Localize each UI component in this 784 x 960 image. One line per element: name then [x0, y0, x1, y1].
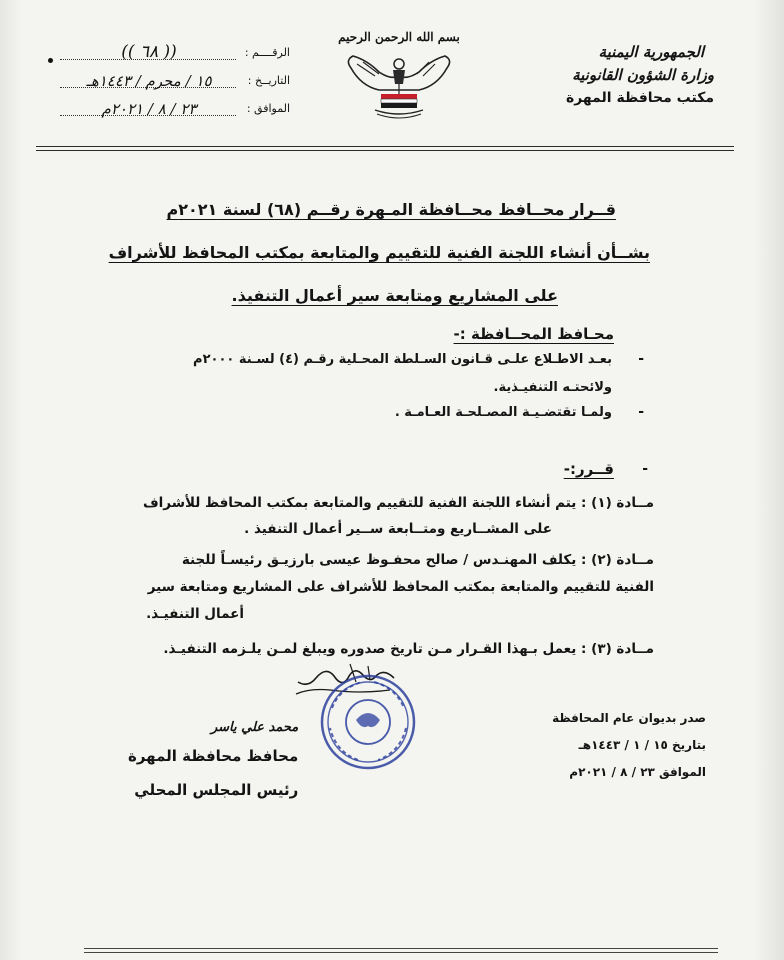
page-shadow-right [754, 0, 784, 960]
field-number-label: الرقــــم : [244, 46, 290, 59]
article-3-line-1: مــادة (٣) : يعمل بـهذا القـرار مـن تاريخ صدوره ويبلغ لمـن يلـزمه التنفيـذ. [163, 641, 654, 657]
official-seal-icon [318, 672, 418, 772]
reference-fields [60, 40, 290, 124]
signatory-block [128, 717, 298, 807]
bullet-dash: - [638, 351, 644, 367]
signatory-name: محمد علي ياسر [210, 720, 299, 735]
issued-hijri-date: بتاريخ ١٥ / ١ / ١٤٤٣هـ [578, 738, 706, 752]
page-shadow-left [0, 0, 22, 960]
field-corresponding-value: ٢٣ / ٨ / ٢٠٢١م [101, 100, 197, 118]
signatory-council-title: رئيس المجلس المحلي [134, 781, 299, 799]
article-1-line-1: مــادة (١) : يتم أنشاء اللجنة الفنية للتقييم والمتابعة بمكتب المحافظ للأشراف [142, 495, 654, 511]
bullet-dash: - [638, 404, 644, 420]
issued-gregorian-date: الموافق ٢٣ / ٨ / ٢٠٢١م [569, 765, 706, 779]
ministry-name: وزارة الشؤون القانونية [572, 66, 714, 84]
letterhead-right [554, 40, 714, 110]
preamble-item-1: بعـد الاطـلاع علـى قـانون السـلطة المحـلية رقـم (٤) لسـنة ٢٠٠٠م [193, 352, 612, 367]
preamble-item-1-cont: ولائحتـه التنفيـذية. [493, 380, 612, 395]
article-2-line-2: الفنية للتقييم والمتابعة بمكتب المحافظ للأشراف على المشاريع ومتابعة سير [147, 579, 654, 595]
field-number [60, 40, 290, 68]
decision-title-line-2: بشــأن أنشاء اللجنة الفنية للتقييم والمتابعة بمكتب المحافظ للأشراف [108, 243, 650, 262]
issued-place: صدر بديوان عام المحافظة [552, 711, 706, 725]
emblem [337, 30, 461, 125]
decision-title-line-3: على المشاريع ومتابعة سير أعمال التنفيذ. [231, 286, 558, 305]
dot-mark [48, 58, 53, 63]
decision-title-line-1: قــرار محــافظ محــافظة المـهرة رقــم (٦٨) لسنة ٢٠٢١م [166, 200, 616, 219]
preamble-heading: محـافظ المحــافظة :- [453, 325, 614, 343]
field-date [60, 68, 290, 96]
preamble-item-2: ولمـا تقتضـيـة المصـلحـة العـامـة . [394, 405, 612, 420]
decides-heading: قــرر:- [563, 460, 614, 478]
field-corresponding-label: الموافق : [246, 102, 290, 115]
field-date-value: ١٥ / محرم / ١٤٤٣هـ [86, 72, 212, 90]
article-2-line-3: أعمال التنفيـذ. [146, 606, 244, 622]
bullet-dash: - [642, 461, 648, 477]
signatory-title: محافظ محافظة المهرة [128, 747, 299, 765]
field-date-label: التاريــخ : [247, 74, 290, 87]
header-divider [36, 146, 734, 151]
footer-divider [84, 948, 718, 953]
field-number-value: (( ٦٨ )) [121, 42, 177, 62]
issued-block [552, 705, 706, 786]
country-name: الجمهورية اليمنية [598, 43, 704, 61]
article-2-line-1: مــادة (٢) : يكلف المهنـدس / صالح محفـوظ عيسى بارزيـق رئيسـاً للجنة [181, 552, 654, 568]
office-name: مكتب محافظة المهرة [565, 90, 714, 106]
field-corresponding [60, 96, 290, 124]
article-1-line-2: على المشــاريع ومتــابعة ســير أعمال التنفيذ . [244, 521, 552, 537]
basmala: بسم الله الرحمن الرحيم [338, 30, 460, 44]
eagle-emblem-icon [337, 30, 461, 125]
